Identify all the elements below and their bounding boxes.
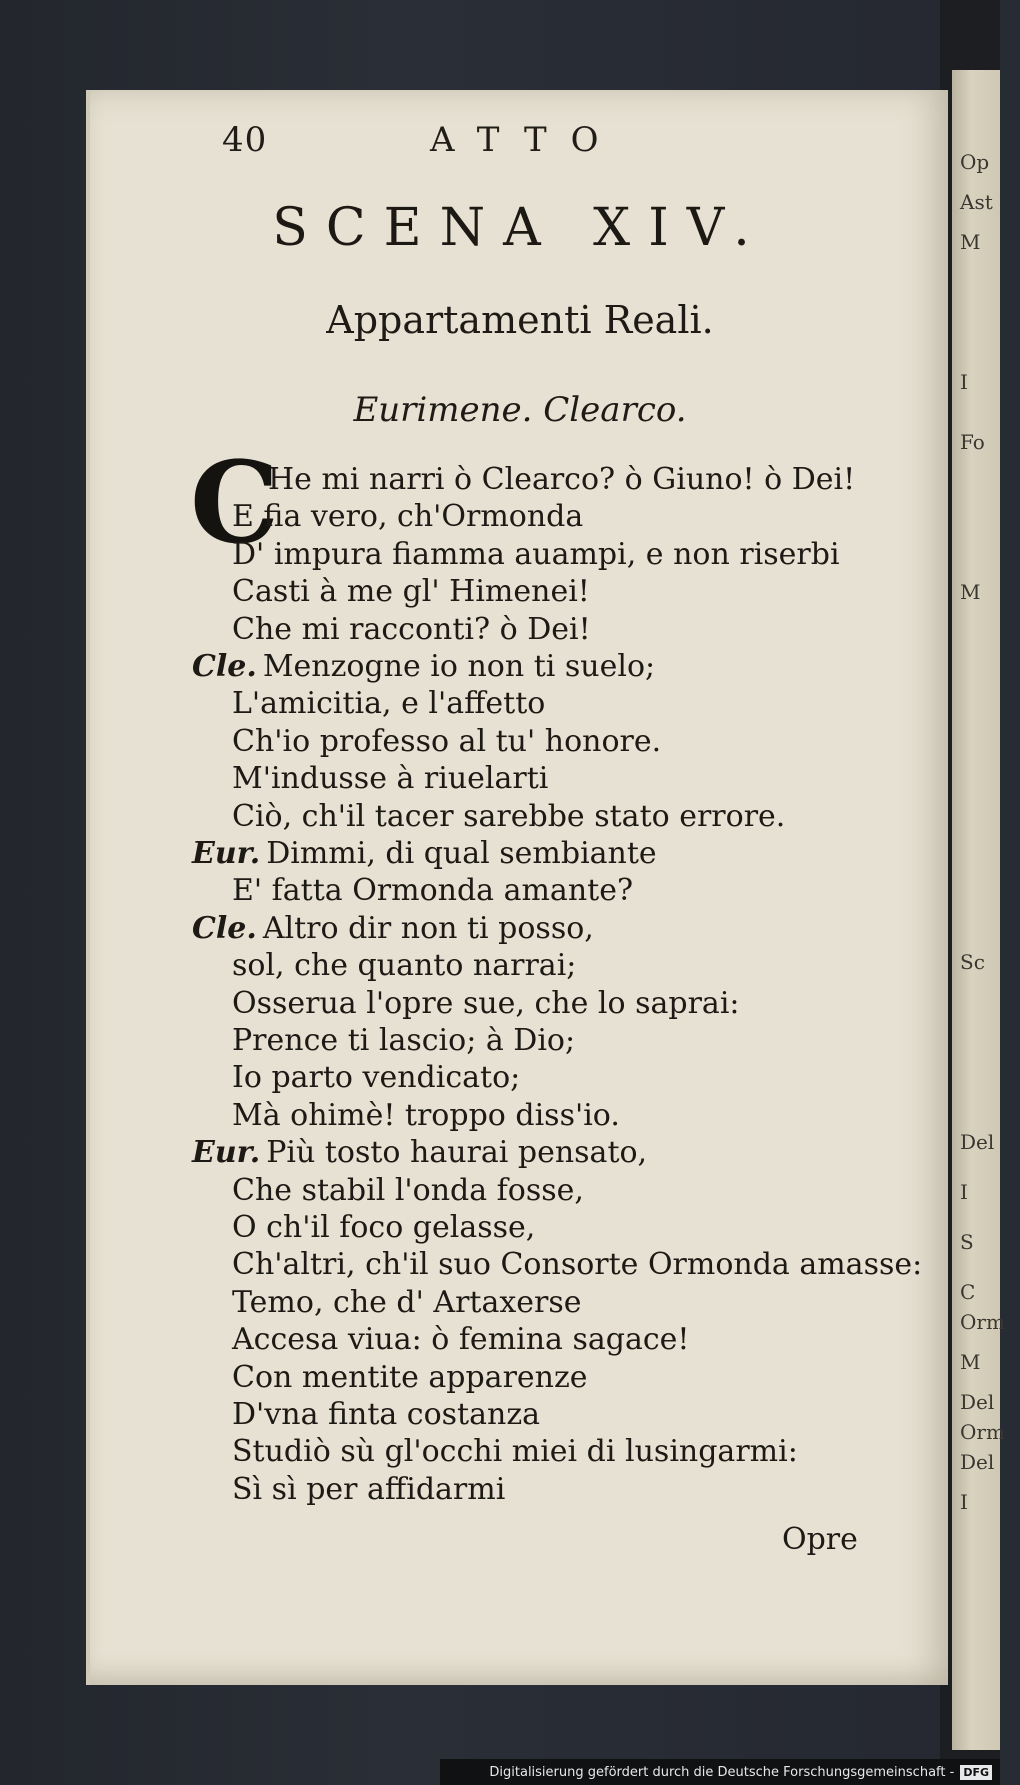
verse-line-text: Con mentite apparenze (232, 1359, 588, 1395)
adjacent-page-fragment: Fo (960, 430, 985, 454)
verse-line (192, 911, 594, 946)
verse-line-text: Dimmi, di qual sembiante (266, 836, 657, 871)
speaker-label: Cle. (192, 649, 257, 684)
verse-line-text: Mà ohimè! troppo diss'io. (232, 1097, 620, 1133)
adjacent-page-fragment: M (960, 1350, 981, 1374)
verse-line (232, 948, 576, 983)
adjacent-page-fragment: I (960, 370, 968, 394)
verse-line-text: Sì sì per affidarmi (232, 1471, 506, 1507)
adjacent-page-fragment: Del (960, 1130, 995, 1154)
adjacent-page-fragment: Sc (960, 950, 985, 974)
verse-line (232, 1173, 584, 1208)
speaker-label: Eur. (192, 836, 261, 871)
adjacent-page-fragment: Op (960, 150, 990, 174)
verse-line (268, 462, 855, 497)
verse-line (232, 612, 591, 647)
verse-line-text: Prence ti lascio; à Dio; (232, 1023, 576, 1058)
digitization-credit (440, 1759, 1000, 1785)
scene-characters: Eurimene. Clearco. (353, 390, 687, 430)
verse-line (192, 1135, 647, 1170)
verse-line (232, 1434, 798, 1469)
verse-line-text: Io parto vendicato; (232, 1060, 521, 1096)
verse-line (232, 1247, 922, 1282)
drop-cap: C (190, 438, 280, 569)
verse-line-text: E' fatta Ormonda amante? (232, 873, 634, 909)
verse-line-text: D'vna finta costanza (232, 1397, 541, 1432)
verse-line (232, 1397, 540, 1432)
verse-line (232, 1098, 620, 1133)
verse-line (232, 761, 548, 796)
adjacent-page-fragment: M (960, 230, 981, 254)
verse-line-text: Menzogne io non ti suelo; (262, 649, 656, 684)
verse-line (232, 986, 740, 1021)
adjacent-page-fragment: C (960, 1280, 976, 1304)
verse-line-text: Ciò, ch'il tacer sarebbe stato errore. (232, 798, 786, 834)
verse-line-text: L'amicitia, e l'affetto (232, 686, 546, 722)
verse-line-text: sol, che quanto narrai; (232, 948, 577, 984)
verse-line (192, 649, 655, 684)
verse-line-text: Che stabil l'onda fosse, (232, 1172, 584, 1208)
verse-line (232, 724, 661, 759)
scene-setting: Appartamenti Reali. (326, 298, 714, 342)
verse-line-text: D' impura fiamma auampi, e non riserbi (232, 536, 840, 572)
adjacent-page-fragment: M (960, 580, 981, 604)
adjacent-page-fragment: Orm (960, 1310, 1005, 1334)
verse-line (232, 1285, 582, 1320)
speaker-label: Cle. (192, 910, 257, 946)
page-number: 40 (222, 120, 268, 160)
verse-line-text: Altro dir non ti posso, (262, 910, 594, 946)
running-head: ATTO (430, 120, 623, 160)
verse-line (232, 499, 583, 534)
verse-line (232, 1060, 520, 1095)
verse-line (232, 574, 590, 609)
dfg-logo: DFG (960, 1765, 992, 1780)
verse-line (232, 1472, 505, 1507)
adjacent-page-fragment: I (960, 1490, 968, 1514)
adjacent-page-fragment: Del (960, 1450, 995, 1474)
adjacent-page-fragment: Ast (960, 190, 993, 214)
verse-line-text: Studiò sù gl'occhi miei di lusingarmi: (232, 1434, 798, 1470)
verse-line-text: He mi narri ò Clearco? ò Giuno! ò Dei! (268, 462, 856, 497)
catchword: Opre (782, 1522, 858, 1557)
verse-line-text: E fia vero, ch'Ormonda (232, 499, 584, 535)
verse-line-text: Più tosto haurai pensato, (266, 1135, 648, 1171)
verse-line (232, 686, 545, 721)
verse-line (232, 873, 633, 908)
verse-line-text: Casti à me gl' Himenei! (232, 574, 590, 610)
verse-line (232, 1322, 689, 1357)
verse-line (192, 836, 657, 871)
scene-title: SCENA XIV. (272, 198, 768, 258)
speaker-label: Eur. (192, 1135, 261, 1171)
verse-line (232, 1210, 535, 1245)
verse-line-text: M'indusse à riuelarti (232, 761, 549, 797)
verse-line-text: Ch'io professo al tu' honore. (232, 723, 662, 759)
verse-line-text: O ch'il foco gelasse, (232, 1210, 536, 1245)
verse-line-text: Ch'altri, ch'il suo Consorte Ormonda amasse: (232, 1247, 923, 1283)
verse-line (232, 1023, 575, 1058)
adjacent-page-fragment: I (960, 1180, 968, 1204)
credit-text: Digitalisierung gefördert durch die Deutsche Forschungsgemeinschaft - (489, 1764, 955, 1780)
verse-line-text: Accesa viua: ò femina sagace! (232, 1322, 690, 1358)
verse-line-text: Che mi racconti? ò Dei! (232, 611, 591, 647)
verse-line (232, 1360, 588, 1395)
verse-line-text: Temo, che d' Artaxerse (232, 1284, 582, 1320)
adjacent-page-fragment: Orm (960, 1420, 1005, 1444)
verse-line (232, 537, 840, 572)
verse-line-text: Osserua l'opre sue, che lo saprai: (232, 985, 740, 1021)
adjacent-page-fragment: S (960, 1230, 974, 1254)
adjacent-page-fragment: Del (960, 1390, 995, 1414)
verse-line (232, 799, 785, 834)
